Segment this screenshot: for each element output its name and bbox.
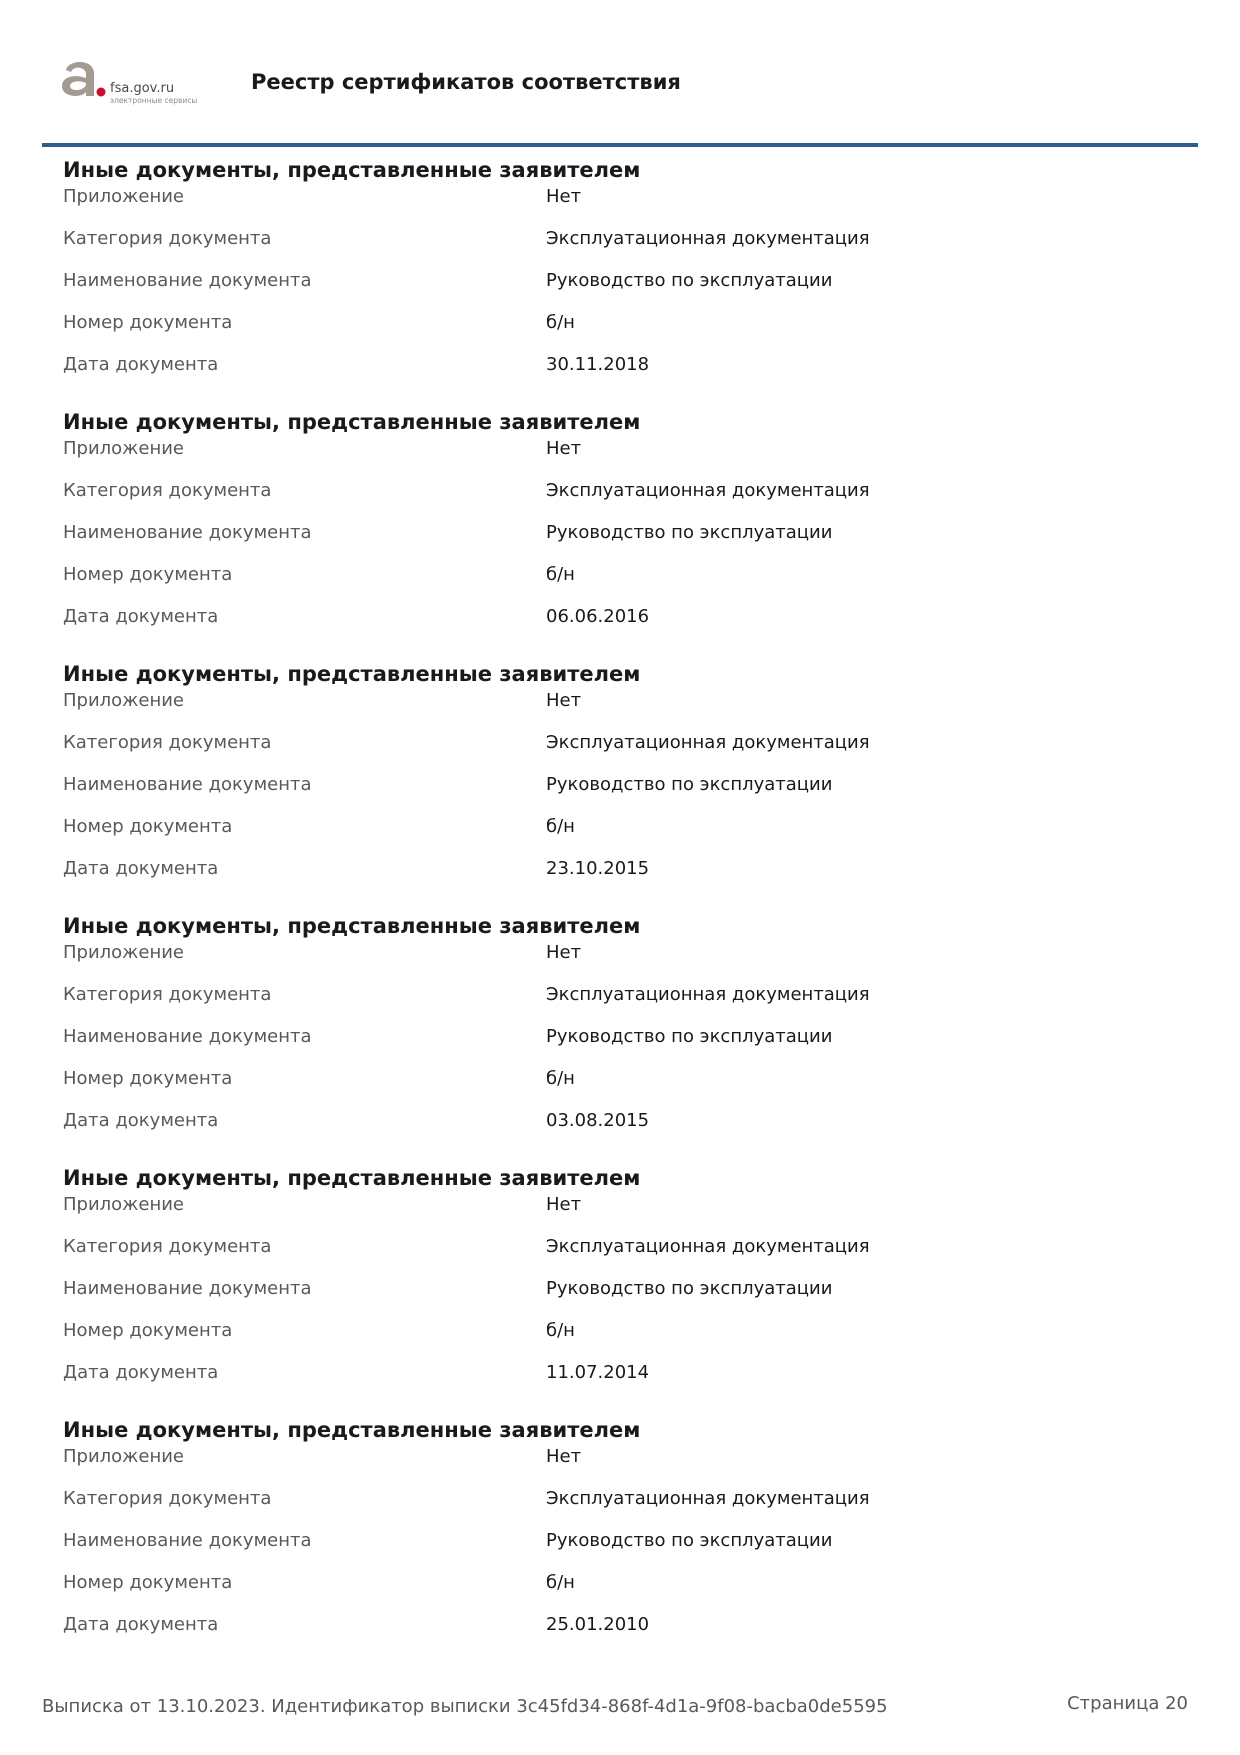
field-value: б/н (546, 1068, 575, 1089)
field-value: Нет (546, 186, 582, 207)
section-title: Иные документы, представленные заявителем (63, 158, 641, 182)
field-label: Номер документа (63, 564, 233, 585)
section-title: Иные документы, представленные заявителем (63, 410, 641, 434)
field-label: Приложение (63, 186, 185, 207)
field-value: Руководство по эксплуатации (546, 1026, 833, 1047)
document-section (63, 406, 1173, 658)
field-row (63, 438, 1173, 480)
field-value: б/н (546, 816, 575, 837)
field-label: Категория документа (63, 1236, 272, 1257)
field-label: Дата документа (63, 354, 219, 375)
field-value: Эксплуатационная документация (546, 228, 870, 249)
field-row (63, 1614, 1173, 1656)
field-row (63, 1194, 1173, 1236)
document-section (63, 154, 1173, 406)
field-label: Приложение (63, 1446, 185, 1467)
field-row (63, 1110, 1173, 1152)
field-row (63, 1446, 1173, 1488)
field-value: б/н (546, 312, 575, 333)
field-label: Категория документа (63, 1488, 272, 1509)
document-body (63, 154, 1173, 1666)
field-row (63, 1488, 1173, 1530)
field-value: Эксплуатационная документация (546, 1236, 870, 1257)
field-label: Номер документа (63, 816, 233, 837)
field-value: б/н (546, 1320, 575, 1341)
page-header (0, 0, 1240, 150)
field-row (63, 1026, 1173, 1068)
field-label: Наименование документа (63, 522, 312, 543)
field-label: Категория документа (63, 732, 272, 753)
field-value: Руководство по эксплуатации (546, 522, 833, 543)
field-row (63, 774, 1173, 816)
field-row (63, 858, 1173, 900)
section-title: Иные документы, представленные заявителем (63, 662, 641, 686)
footer-extract-info: Выписка от 13.10.2023. Идентификатор выписки 3c45fd34-868f-4d1a-9f08-bacba0de5595 (42, 1696, 888, 1717)
field-value: Нет (546, 438, 582, 459)
field-label: Приложение (63, 690, 185, 711)
field-row (63, 354, 1173, 396)
section-title: Иные документы, представленные заявителем (63, 1418, 641, 1442)
field-row (63, 186, 1173, 228)
field-row (63, 942, 1173, 984)
field-label: Номер документа (63, 1572, 233, 1593)
field-label: Дата документа (63, 606, 219, 627)
field-label: Приложение (63, 1194, 185, 1215)
field-row (63, 1236, 1173, 1278)
field-value: Руководство по эксплуатации (546, 1278, 833, 1299)
field-row (63, 690, 1173, 732)
field-value: 23.10.2015 (546, 858, 650, 879)
field-row (63, 270, 1173, 312)
document-section (63, 1414, 1173, 1666)
field-label: Дата документа (63, 858, 219, 879)
field-label: Номер документа (63, 312, 233, 333)
field-value: 11.07.2014 (546, 1362, 650, 1383)
field-value: б/н (546, 564, 575, 585)
field-value: Нет (546, 1446, 582, 1467)
field-value: Нет (546, 942, 582, 963)
field-row (63, 1320, 1173, 1362)
field-row (63, 1068, 1173, 1110)
field-row (63, 1362, 1173, 1404)
document-title: Реестр сертификатов соответствия (251, 70, 681, 94)
field-label: Категория документа (63, 480, 272, 501)
field-value: Эксплуатационная документация (546, 1488, 870, 1509)
field-label: Дата документа (63, 1110, 219, 1131)
field-value: Эксплуатационная документация (546, 984, 870, 1005)
field-label: Приложение (63, 438, 185, 459)
field-label: Категория документа (63, 984, 272, 1005)
field-label: Наименование документа (63, 270, 312, 291)
field-value: 30.11.2018 (546, 354, 650, 375)
field-value: Нет (546, 1194, 582, 1215)
field-value: Руководство по эксплуатации (546, 270, 833, 291)
field-row (63, 1530, 1173, 1572)
field-value: Руководство по эксплуатации (546, 1530, 833, 1551)
field-row (63, 228, 1173, 270)
field-value: 03.08.2015 (546, 1110, 650, 1131)
field-label: Приложение (63, 942, 185, 963)
header-divider (42, 143, 1198, 147)
fsa-logo (58, 56, 218, 112)
document-section (63, 910, 1173, 1162)
field-label: Наименование документа (63, 774, 312, 795)
field-value: Руководство по эксплуатации (546, 774, 833, 795)
field-value: Эксплуатационная документация (546, 732, 870, 753)
field-row (63, 522, 1173, 564)
field-label: Номер документа (63, 1320, 233, 1341)
section-title: Иные документы, представленные заявителем (63, 1166, 641, 1190)
field-row (63, 312, 1173, 354)
field-value: б/н (546, 1572, 575, 1593)
document-section (63, 658, 1173, 910)
section-title: Иные документы, представленные заявителем (63, 914, 641, 938)
field-row (63, 564, 1173, 606)
field-value: Эксплуатационная документация (546, 480, 870, 501)
logo-text: fsa.gov.ru (110, 81, 175, 96)
field-label: Номер документа (63, 1068, 233, 1089)
document-section (63, 1162, 1173, 1414)
field-label: Категория документа (63, 228, 272, 249)
field-row (63, 1278, 1173, 1320)
field-label: Дата документа (63, 1362, 219, 1383)
field-row (63, 732, 1173, 774)
field-label: Наименование документа (63, 1026, 312, 1047)
field-value: 06.06.2016 (546, 606, 650, 627)
field-label: Дата документа (63, 1614, 219, 1635)
footer-page-number: Страница 20 (1067, 1693, 1188, 1714)
logo-subtext: электронные сервисы (110, 96, 198, 105)
field-value: Нет (546, 690, 582, 711)
field-row (63, 1572, 1173, 1614)
field-value: 25.01.2010 (546, 1614, 650, 1635)
field-row (63, 816, 1173, 858)
field-row (63, 606, 1173, 648)
field-label: Наименование документа (63, 1278, 312, 1299)
field-label: Наименование документа (63, 1530, 312, 1551)
field-row (63, 984, 1173, 1026)
field-row (63, 480, 1173, 522)
